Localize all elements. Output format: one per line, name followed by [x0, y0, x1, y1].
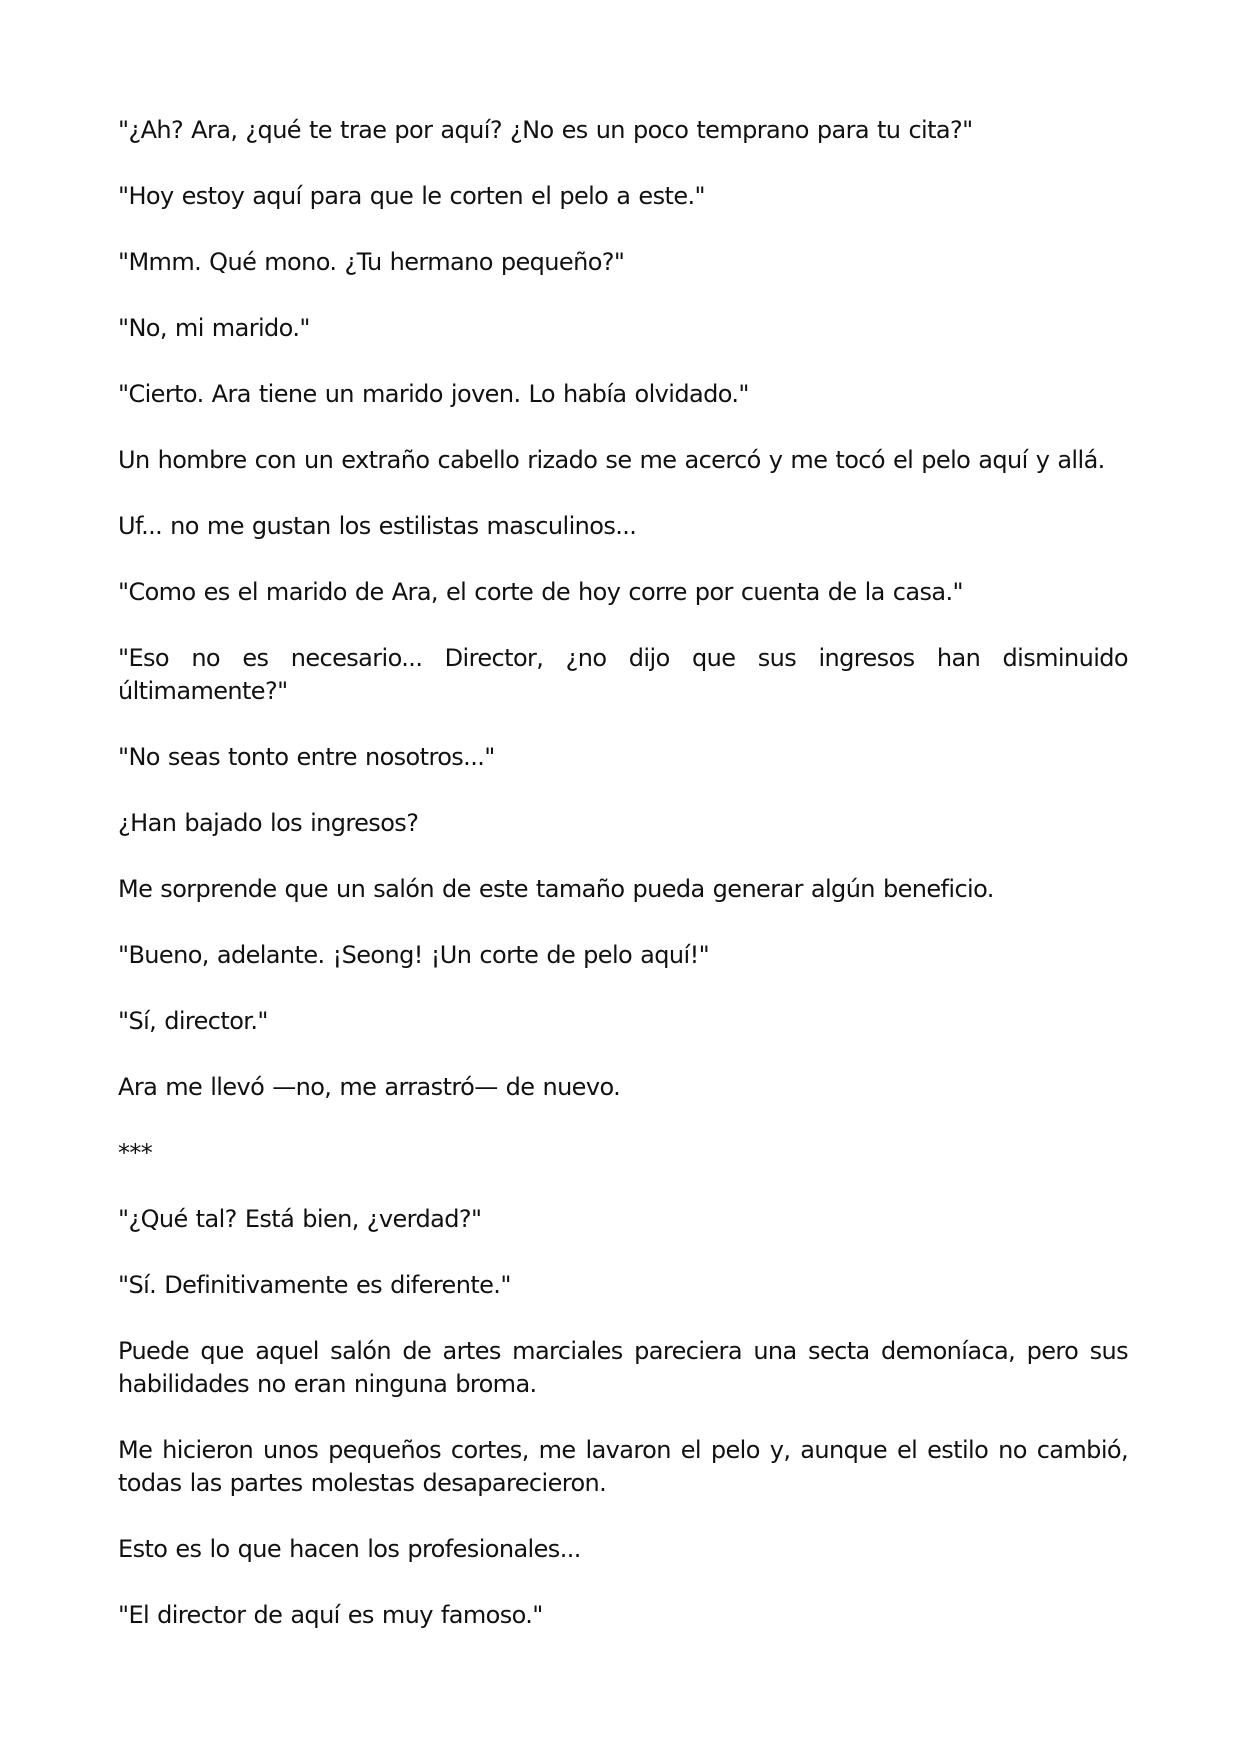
paragraph: Un hombre con un extraño cabello rizado se me acercó y me tocó el pelo aquí y allá. [118, 446, 1105, 474]
paragraph: "El director de aquí es muy famoso." [118, 1601, 543, 1629]
paragraph: "¿Ah? Ara, ¿qué te trae por aquí? ¿No es un poco temprano para tu cita?" [118, 116, 973, 144]
paragraph: "¿Qué tal? Está bien, ¿verdad?" [118, 1205, 482, 1233]
paragraph: Me hicieron unos pequeños cortes, me lavaron el pelo y, aunque el estilo no cambió, todas las partes molestas desaparecieron. [118, 1436, 1128, 1497]
paragraph: "Cierto. Ara tiene un marido joven. Lo había olvidado." [118, 380, 749, 408]
paragraph: "Sí. Definitivamente es diferente." [118, 1271, 511, 1299]
paragraph: "No, mi marido." [118, 314, 310, 342]
paragraph: ¿Han bajado los ingresos? [118, 809, 419, 837]
paragraph: "Bueno, adelante. ¡Seong! ¡Un corte de pelo aquí!" [118, 941, 710, 969]
scene-break: *** [118, 1139, 153, 1167]
paragraph: "Eso no es necesario... Director, ¿no dijo que sus ingresos han disminuido últimamente?" [118, 644, 1128, 705]
paragraph: Ara me llevó —no, me arrastró— de nuevo. [118, 1073, 621, 1101]
paragraph: "Hoy estoy aquí para que le corten el pelo a este." [118, 182, 705, 210]
paragraph: "No seas tonto entre nosotros..." [118, 743, 495, 771]
paragraph: Me sorprende que un salón de este tamaño pueda generar algún beneficio. [118, 875, 994, 903]
paragraph: Esto es lo que hacen los profesionales... [118, 1535, 581, 1563]
paragraph: "Sí, director." [118, 1007, 268, 1035]
body-text [118, 114, 1128, 1665]
paragraph: Uf... no me gustan los estilistas masculinos... [118, 512, 637, 540]
paragraph: Puede que aquel salón de artes marciales pareciera una secta demoníaca, pero sus habilidades no eran ninguna broma. [118, 1337, 1128, 1398]
paragraph: "Mmm. Qué mono. ¿Tu hermano pequeño?" [118, 248, 625, 276]
paragraph: "Como es el marido de Ara, el corte de hoy corre por cuenta de la casa." [118, 578, 963, 606]
